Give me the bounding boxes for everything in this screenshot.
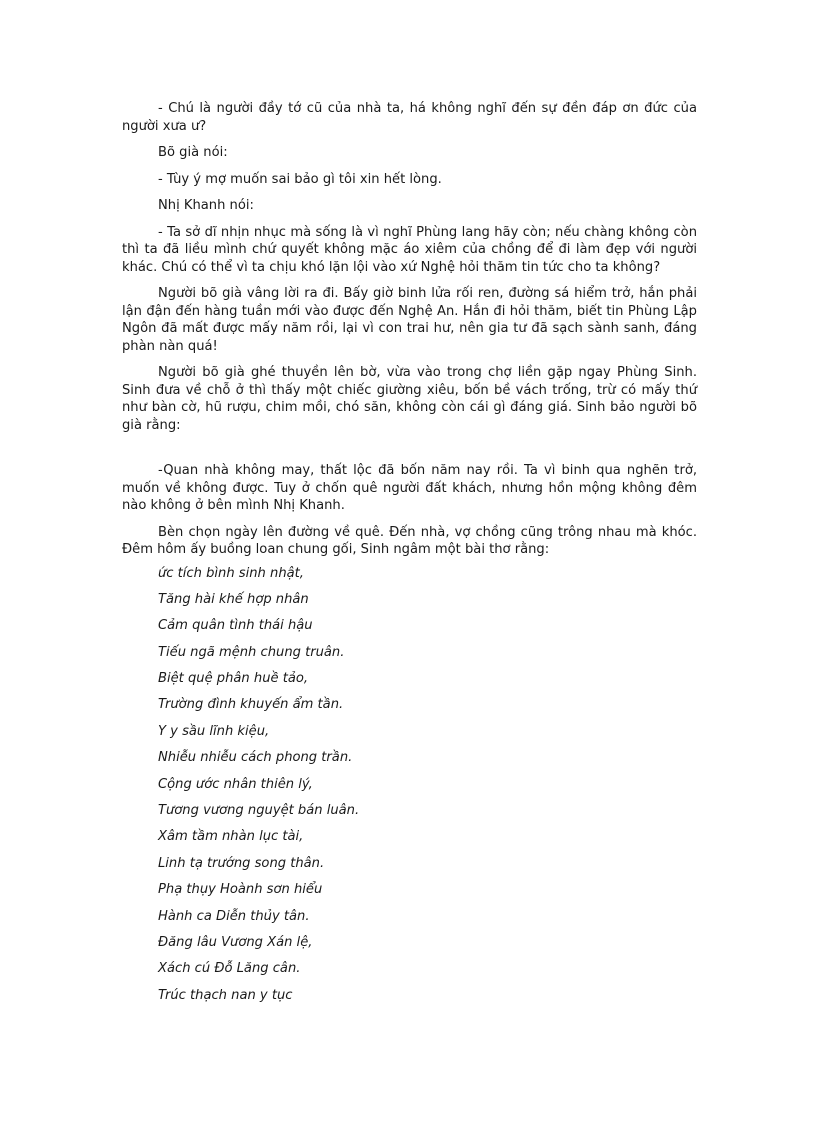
poem-line: Trúc thạch nan y tục: [158, 987, 293, 1003]
paragraph-debt-of-gratitude: - Chú là người đầy tớ cũ của nhà ta, há không nghĩ đến sự đền đáp ơn đức của người xưa ư?: [122, 101, 697, 134]
paragraph-journey-to-nghe-an: Người bõ già vâng lời ra đi. Bấy giờ binh lửa rối ren, đường sá hiểm trở, hắn phải lận đận đến hàng tuần mới vào được đến Nghệ An. Hắn đi hỏi thăm, biết tin Phùng Lập Ngôn đã mất được mấy năm rồi, lại vì con trai hư, nên gia tư đã sạch sành sanh, đáng phàn nàn quá!: [122, 286, 697, 354]
paragraph-meeting-phung-sinh: Người bõ già ghé thuyền lên bờ, vừa vào trong chợ liền gặp ngay Phùng Sinh. Sinh đưa về chỗ ở thì thấy một chiếc giường xiêu, bốn bề vách trống, trừ có mấy thứ như bàn cờ, hũ rượu, chim mồi, chó săn, không còn cái gì đáng giá. Sinh bảo người bõ già rằng:: [122, 365, 697, 433]
paragraph-nhi-khanh-speaks: Nhị Khanh nói:: [158, 198, 254, 213]
paragraph-servant-reply: - Tùy ý mợ muốn sai bảo gì tôi xin hết lòng.: [158, 171, 442, 187]
paragraph-old-servant-speaks: Bõ già nói:: [158, 145, 228, 160]
poem-line: Đăng lâu Vương Xán lệ,: [158, 934, 313, 950]
poem-line: ức tích bình sinh nhật,: [158, 565, 304, 581]
poem-line: Cộng ước nhân thiên lý,: [158, 776, 313, 792]
poem-line: Biệt quệ phân huề tảo,: [158, 671, 309, 687]
poem-line: Tăng hài khế hợp nhân: [158, 591, 309, 607]
poem-line: Phạ thụy Hoành sơn hiểu: [158, 882, 323, 898]
poem: [122, 565, 697, 1014]
paragraph-return-home: Bèn chọn ngày lên đường về quê. Đến nhà, vợ chồng cũng trông nhau mà khóc. Đêm hôm ấy buồng loan chung gối, Sinh ngâm một bài thơ rằng:: [122, 524, 697, 557]
paragraph-sinh-reply: -Quan nhà không may, thất lộc đã bốn năm nay rồi. Ta vì binh qua nghẽn trở, muốn về không được. Tuy ở chốn quê người đất khách, nhưng hồn mộng không đêm nào không ở bên mình Nhị Khanh.: [122, 463, 697, 513]
document-page: [122, 100, 697, 1013]
poem-line: Trường đình khuyến ẩm tần.: [158, 697, 344, 713]
poem-line: Linh tạ trướng song thân.: [158, 855, 325, 871]
poem-line: Xâm tầm nhàn lục tài,: [158, 829, 304, 845]
poem-line: Y y sầu lĩnh kiệu,: [158, 723, 270, 739]
poem-line: Tương vương nguyệt bán luân.: [158, 803, 360, 819]
poem-line: Cảm quân tình thái hậu: [158, 618, 313, 634]
paragraph-nhi-khanh-request: - Ta sở dĩ nhịn nhục mà sống là vì nghĩ Phùng lang hãy còn; nếu chàng không còn thì ta đã liều mình chứ quyết không mặc áo xiêm của chồng để đi làm đẹp với người khác. Chú có thể vì ta chịu khó lặn lội vào xứ Nghệ hỏi thăm tin tức cho ta không?: [122, 224, 697, 275]
poem-line: Hành ca Diễn thủy tân.: [158, 908, 310, 924]
poem-line: Tiếu ngã mệnh chung truân.: [158, 644, 345, 660]
poem-line: Nhiễu nhiễu cách phong trần.: [158, 750, 353, 766]
poem-line: Xách cú Đỗ Lăng cân.: [158, 961, 301, 977]
